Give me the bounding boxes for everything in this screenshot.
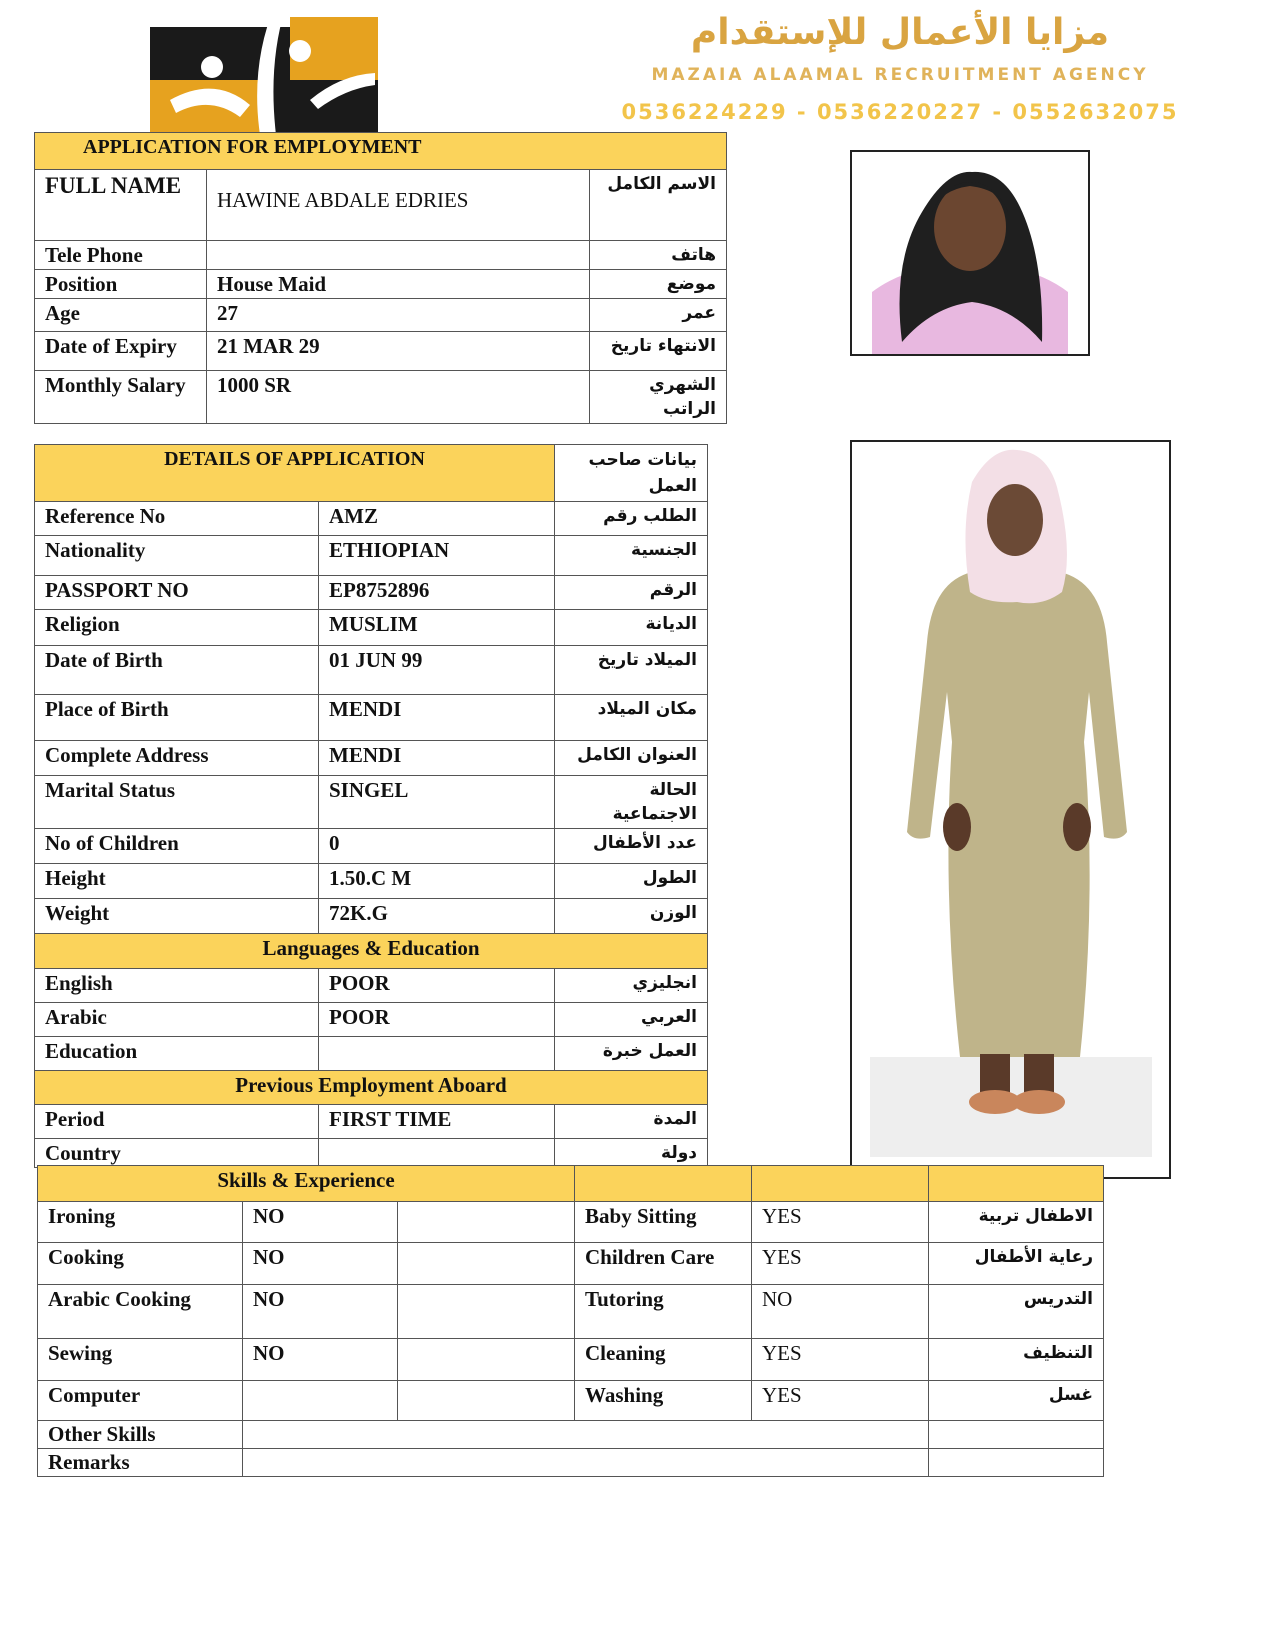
headshot-photo — [850, 150, 1090, 356]
value-period: FIRST TIME — [319, 1105, 555, 1139]
skill-washing-arabic: غسل — [929, 1381, 1104, 1421]
value-passport-no: EP8752896 — [319, 576, 555, 610]
other-skills-arabic — [929, 1421, 1104, 1449]
skill-arabic-cooking-label: Arabic Cooking — [38, 1285, 243, 1339]
arabic-no-of-children: عدد الأطفال — [555, 829, 708, 864]
value-complete-address: MENDI — [319, 741, 555, 776]
skill-sewing-label: Sewing — [38, 1339, 243, 1381]
other-skills-value — [243, 1421, 929, 1449]
skill-baby-sitting-arabic: الاطفال تربية — [929, 1202, 1104, 1243]
value-full-name: HAWINE ABDALE EDRIES — [207, 170, 590, 241]
skill-computer-label: Computer — [38, 1381, 243, 1421]
details-title: DETAILS OF APPLICATION — [35, 445, 555, 502]
skills-table — [37, 1165, 1104, 1477]
skill-tutoring-label: Tutoring — [575, 1285, 752, 1339]
value-weight: 72K.G — [319, 899, 555, 934]
arabic-nationality: الجنسية — [555, 536, 708, 576]
value-age: 27 — [207, 299, 590, 332]
arabic-age: عمر — [590, 299, 727, 332]
label-passport-no: PASSPORT NO — [35, 576, 319, 610]
label-date-of-birth: Date of Birth — [35, 646, 319, 695]
value-date-of-birth: 01 JUN 99 — [319, 646, 555, 695]
label-age: Age — [35, 299, 207, 332]
value-religion: MUSLIM — [319, 610, 555, 646]
label-date-of-expiry: Date of Expiry — [35, 332, 207, 371]
other-skills-label: Other Skills — [38, 1421, 243, 1449]
arabic-telephone: هاتف — [590, 241, 727, 270]
label-complete-address: Complete Address — [35, 741, 319, 776]
skill-washing-value: YES — [752, 1381, 929, 1421]
arabic-arabic: العربي — [555, 1003, 708, 1037]
skill-sewing-value: NO — [243, 1339, 398, 1381]
arabic-marital-status: الحالة الاجتماعية — [555, 776, 708, 829]
label-english: English — [35, 969, 319, 1003]
value-height: 1.50.C M — [319, 864, 555, 899]
skill-cleaning-arabic: التنظيف — [929, 1339, 1104, 1381]
languages-education-title: Languages & Education — [35, 934, 708, 969]
arabic-height: الطول — [555, 864, 708, 899]
details-table — [34, 444, 708, 1168]
label-monthly-salary: Monthly Salary — [35, 371, 207, 424]
label-position: Position — [35, 270, 207, 299]
skill-cooking-value: NO — [243, 1243, 398, 1285]
details-title-arabic: بيانات صاحب العمل — [555, 445, 708, 502]
skill-children-care-label: Children Care — [575, 1243, 752, 1285]
skill-baby-sitting-value: YES — [752, 1202, 929, 1243]
label-nationality: Nationality — [35, 536, 319, 576]
arabic-reference-no: الطلب رقم — [555, 502, 708, 536]
arabic-english: انجليزي — [555, 969, 708, 1003]
label-religion: Religion — [35, 610, 319, 646]
value-nationality: ETHIOPIAN — [319, 536, 555, 576]
previous-employment-title: Previous Employment Aboard — [35, 1071, 708, 1105]
arabic-passport-no: الرقم — [555, 576, 708, 610]
value-education — [319, 1037, 555, 1071]
remarks-arabic — [929, 1449, 1104, 1477]
skill-arabic-cooking-value: NO — [243, 1285, 398, 1339]
arabic-date-of-birth: الميلاد تاريخ — [555, 646, 708, 695]
skill-computer-value — [243, 1381, 398, 1421]
skill-cleaning-value: YES — [752, 1339, 929, 1381]
label-reference-no: Reference No — [35, 502, 319, 536]
arabic-period: المدة — [555, 1105, 708, 1139]
agency-name-english: MAZAIA ALAAMAL RECRUITMENT AGENCY — [651, 65, 1149, 85]
skills-header-blank-3 — [929, 1166, 1104, 1202]
value-date-of-expiry: 21 MAR 29 — [207, 332, 590, 371]
skill-sewing-extra — [398, 1339, 575, 1381]
skill-arabic-cooking-extra — [398, 1285, 575, 1339]
skill-tutoring-value: NO — [752, 1285, 929, 1339]
arabic-place-of-birth: مكان الميلاد — [555, 695, 708, 741]
arabic-weight: الوزن — [555, 899, 708, 934]
skill-children-care-arabic: رعاية الأطفال — [929, 1243, 1104, 1285]
skill-baby-sitting-label: Baby Sitting — [575, 1202, 752, 1243]
skill-cooking-extra — [398, 1243, 575, 1285]
arabic-date-of-expiry: الانتهاء تاريخ — [590, 332, 727, 371]
arabic-country: دولة — [555, 1139, 708, 1168]
remarks-label: Remarks — [38, 1449, 243, 1477]
label-arabic: Arabic — [35, 1003, 319, 1037]
agency-logo — [140, 5, 390, 138]
label-no-of-children: No of Children — [35, 829, 319, 864]
skill-children-care-value: YES — [752, 1243, 929, 1285]
value-position: House Maid — [207, 270, 590, 299]
value-place-of-birth: MENDI — [319, 695, 555, 741]
label-weight: Weight — [35, 899, 319, 934]
skills-title: Skills & Experience — [38, 1166, 575, 1202]
arabic-complete-address: العنوان الكامل — [555, 741, 708, 776]
label-full-name: FULL NAME — [35, 170, 207, 241]
value-telephone — [207, 241, 590, 270]
value-arabic: POOR — [319, 1003, 555, 1037]
full-body-illustration — [852, 442, 1169, 1177]
skill-cleaning-label: Cleaning — [575, 1339, 752, 1381]
headshot-illustration — [852, 152, 1088, 354]
skill-washing-label: Washing — [575, 1381, 752, 1421]
label-telephone: Tele Phone — [35, 241, 207, 270]
application-title: APPLICATION FOR EMPLOYMENT — [35, 133, 727, 170]
value-english: POOR — [319, 969, 555, 1003]
value-monthly-salary: 1000 SR — [207, 371, 590, 424]
arabic-education: العمل خبرة — [555, 1037, 708, 1071]
label-marital-status: Marital Status — [35, 776, 319, 829]
value-reference-no: AMZ — [319, 502, 555, 536]
remarks-value — [243, 1449, 929, 1477]
application-table — [34, 132, 727, 424]
skill-computer-extra — [398, 1381, 575, 1421]
agency-phones: 0536224229 - 0536220227 - 0552632075 — [621, 100, 1179, 124]
arabic-religion: الديانة — [555, 610, 708, 646]
skills-header-blank-2 — [752, 1166, 929, 1202]
full-body-photo — [850, 440, 1171, 1179]
skill-ironing-label: Ironing — [38, 1202, 243, 1243]
label-period: Period — [35, 1105, 319, 1139]
label-height: Height — [35, 864, 319, 899]
arabic-monthly-salary: الشهري الراتب — [590, 371, 727, 424]
label-country: Country — [35, 1139, 319, 1168]
skill-ironing-extra — [398, 1202, 575, 1243]
skill-cooking-label: Cooking — [38, 1243, 243, 1285]
arabic-full-name: الاسم الكامل — [590, 170, 727, 241]
label-place-of-birth: Place of Birth — [35, 695, 319, 741]
skills-header-blank-1 — [575, 1166, 752, 1202]
agency-name-arabic: مزايا الأعمال للإستقدام — [690, 12, 1110, 53]
skill-ironing-value: NO — [243, 1202, 398, 1243]
value-country — [319, 1139, 555, 1168]
arabic-position: موضع — [590, 270, 727, 299]
skill-tutoring-arabic: التدريس — [929, 1285, 1104, 1339]
value-marital-status: SINGEL — [319, 776, 555, 829]
value-no-of-children: 0 — [319, 829, 555, 864]
label-education: Education — [35, 1037, 319, 1071]
